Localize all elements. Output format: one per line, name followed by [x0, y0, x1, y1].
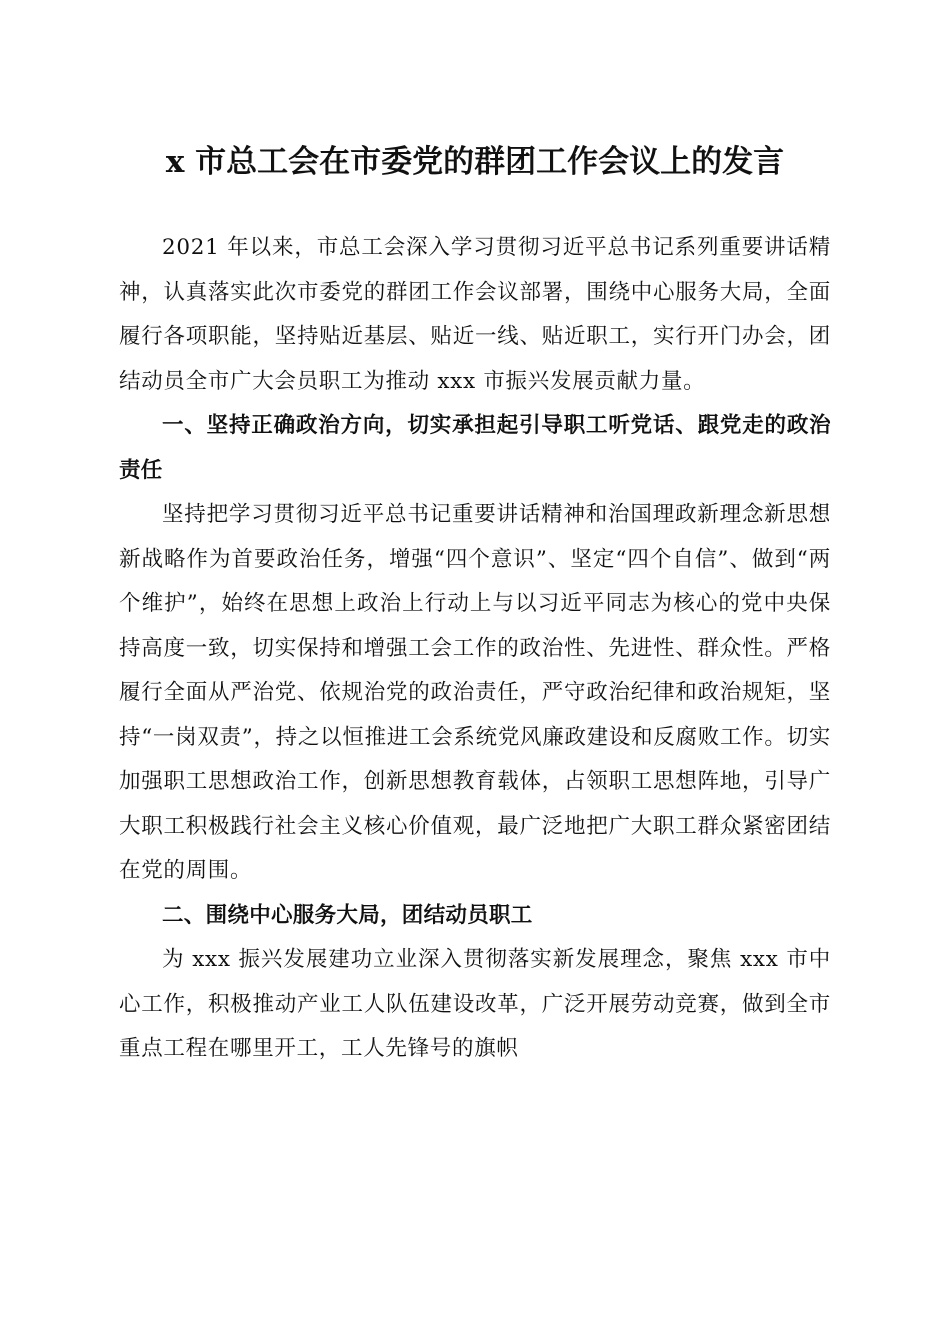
document-body	[119, 226, 831, 1072]
paragraph-section-1: 坚持把学习贯彻习近平总书记重要讲话精神和治国理政新理念新思想新战略作为首要政治任务，增强“四个意识”、坚定“四个自信”、做到“两个维护”，始终在思想上政治上行动上与以习近平同志为核心的党中央保持高度一致，切实保持和增强工会工作的政治性、先进性、群众性。严格履行全面从严治党、依规治党的政治责任，严守政治纪律和政治规矩，坚持“一岗双责”，持之以恒推进工会系统党风廉政建设和反腐败工作。切实加强职工思想政治工作，创新思想教育载体，占领职工思想阵地，引导广大职工积极践行社会主义核心价值观，最广泛地把广大职工群众紧密团结在党的周围。	[119, 502, 831, 883]
section-heading-1: 一、坚持正确政治方向，切实承担起引导职工听党话、跟党走的政治责任	[119, 413, 831, 483]
section-heading-2: 二、围绕中心服务大局，团结动员职工	[162, 902, 533, 928]
paragraph-intro: 2021 年以来，市总工会深入学习贯彻习近平总书记系列重要讲话精神，认真落实此次市委党的群团工作会议部署，围绕中心服务大局，全面履行各项职能，坚持贴近基层、贴近一线、贴近职工，实行开门办会，团结动员全市广大会员职工为推动 xxx 市振兴发展贡献力量。	[119, 235, 831, 394]
paragraph-section-2: 为 xxx 振兴发展建功立业深入贯彻落实新发展理念，聚焦 xxx 市中心工作，积极推动产业工人队伍建设改革，广泛开展劳动竞赛，做到全市重点工程在哪里开工，工人先锋号的旗帜	[119, 947, 831, 1061]
document-title: x 市总工会在市委党的群团工作会议上的发言	[165, 144, 785, 180]
